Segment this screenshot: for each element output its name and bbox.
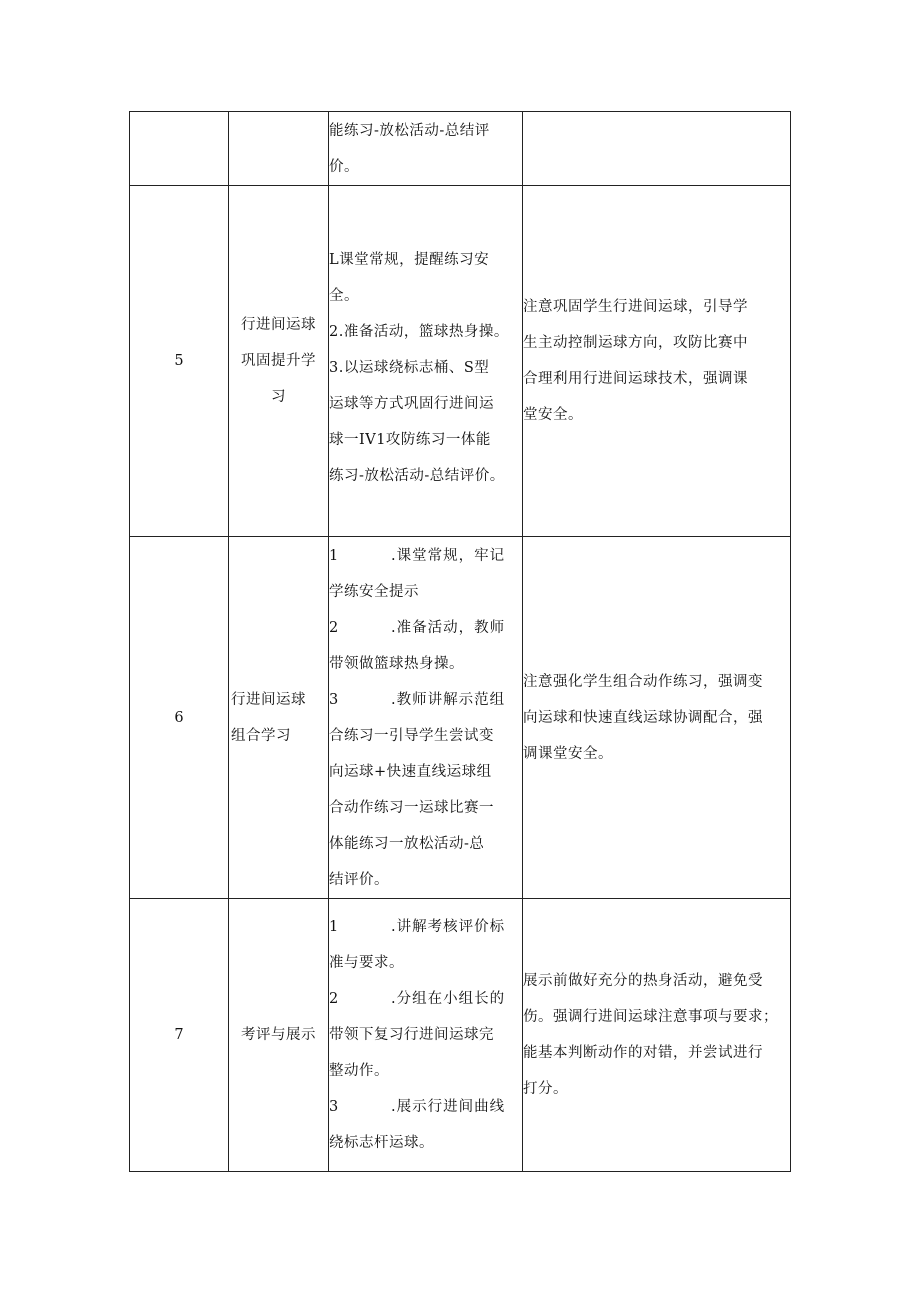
topic-line: 考评与展示: [241, 1027, 316, 1043]
steps-line: 带领下复习行进间运球完: [329, 1027, 494, 1043]
row-note: [523, 899, 791, 1172]
row-note: [523, 186, 791, 537]
note-line: 伤。强调行进间运球注意事项与要求；: [523, 1009, 778, 1025]
row-note: [523, 112, 791, 186]
note-line: 注意强化学生组合动作练习，强调变: [523, 673, 763, 690]
steps-line: 2.准备活动，篮球热身操。: [329, 324, 509, 340]
row-topic: [229, 186, 329, 537]
note-line: 合理利用行进间运球技术，强调课: [523, 371, 748, 387]
note-line: 能基本判断动作的对错，并尝试进行: [523, 1045, 763, 1061]
row-steps: [329, 112, 523, 186]
row-steps: [329, 186, 523, 537]
row-steps: [329, 899, 523, 1172]
steps-line: 绕标志杆运球。: [329, 1135, 434, 1151]
steps-line: 带领做篮球热身操。: [329, 655, 464, 672]
row-number: 5: [130, 186, 229, 537]
note-line: 堂安全。: [523, 407, 583, 423]
steps-line: 合动作练习一运球比赛一: [329, 799, 494, 816]
step-item: 2 .准备活动，教师: [329, 619, 506, 636]
row-number: [130, 112, 229, 186]
step-item: 2 .分组在小组长的: [329, 991, 506, 1007]
step-item: 3 .展示行进间曲线: [329, 1099, 506, 1115]
topic-line: 组合学习: [231, 727, 291, 744]
table-row: [130, 112, 791, 186]
topic-line: 行进间运球: [241, 317, 316, 333]
steps-line: 练习-放松活动-总结评价。: [329, 468, 505, 484]
row-number: 7: [130, 899, 229, 1172]
row-number: 6: [130, 537, 229, 899]
step-item: 3 .教师讲解示范组: [329, 691, 506, 708]
note-line: 注意巩固学生行进间运球，引导学: [523, 299, 748, 315]
steps-line: 球一IV1攻防练习一体能: [329, 432, 491, 448]
steps-line: 整动作。: [329, 1063, 389, 1079]
steps-line: 学练安全提示: [329, 583, 419, 600]
steps-line: 全。: [329, 288, 359, 304]
lesson-plan-table: [129, 111, 791, 1172]
note-line: 调课堂安全。: [523, 745, 613, 762]
steps-line: 体能练习一放松活动-总: [329, 835, 485, 852]
row-topic: [229, 899, 329, 1172]
table-row: [130, 186, 791, 537]
step-item: 1 .讲解考核评价标: [329, 919, 506, 935]
steps-line: 向运球+快速直线运球组: [329, 763, 492, 780]
table-row: [130, 537, 791, 899]
note-line: 生主动控制运球方向，攻防比赛中: [523, 335, 748, 351]
table-row: [130, 899, 791, 1172]
steps-line: 准与要求。: [329, 955, 404, 971]
steps-line: 合练习一引导学生尝试变: [329, 727, 494, 744]
row-note: [523, 537, 791, 899]
topic-line: 巩固提升学: [241, 353, 316, 369]
note-line: 向运球和快速直线运球协调配合，强: [523, 709, 763, 726]
steps-line: 结评价。: [329, 871, 389, 888]
row-steps: [329, 537, 523, 899]
row-topic: [229, 537, 329, 899]
steps-line: L课堂常规，提醒练习安: [329, 252, 490, 268]
steps-line: 运球等方式巩固行进间运: [329, 396, 494, 412]
steps-line: 能练习-放松活动-总结评: [329, 122, 490, 139]
note-line: 打分。: [523, 1081, 568, 1097]
row-topic: [229, 112, 329, 186]
topic-line: 习: [271, 389, 286, 405]
steps-line: 价。: [329, 158, 359, 175]
topic-line: 行进间运球: [231, 691, 306, 708]
step-item: 1 .课堂常规，牢记: [329, 547, 506, 564]
steps-line: 3.以运球绕标志桶、S型: [329, 360, 490, 376]
note-line: 展示前做好充分的热身活动，避免受: [523, 973, 763, 989]
